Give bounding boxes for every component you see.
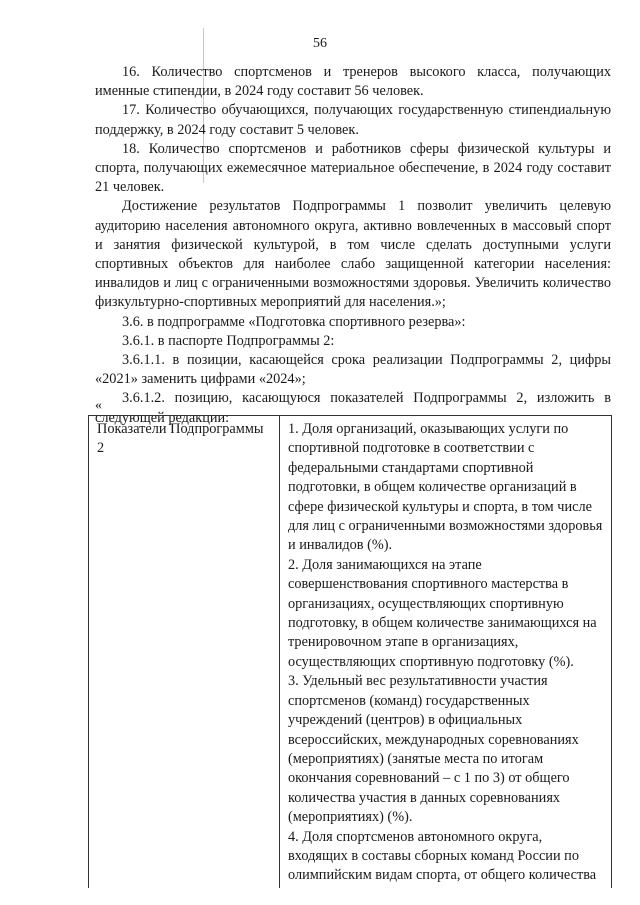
paragraph-results: Достижение результатов Подпрограммы 1 позволит увеличить целевую аудиторию населения автономного округа, активно вовлеченных в массовый спорт и занятия физической культурой, в том числе сделать доступными услуги спортивных объектов для наиболее слабо защищенной категории населения: инвалидов и лиц с ограниченными возможностями здоровья. Увеличить количество физкультурно-спортивных мероприятий для населения.»; — [95, 198, 611, 311]
paragraph-3-6-1: 3.6.1. в паспорте Подпрограммы 2: — [122, 332, 335, 349]
paragraph-item-16: 16. Количество спортсменов и тренеров высокого класса, получающих именные стипендии, в 2024 году составит 56 человек. — [95, 64, 611, 100]
opening-quote-mark: « — [95, 398, 102, 413]
page-number: 56 — [313, 36, 327, 51]
indicator-item-4: 4. Доля спортсменов автономного округа, входящих в составы сборных команд России по олимпийским видам спорта, от общего количества — [288, 828, 597, 884]
paragraph-item-17: 17. Количество обучающихся, получающих государственную стипендиальную поддержку, в 2024 году составит 5 человек. — [95, 102, 611, 138]
indicator-content-cell — [280, 416, 612, 888]
body-text — [95, 63, 611, 428]
table-row — [89, 416, 612, 888]
indicator-item-1: 1. Доля организаций, оказывающих услуги по спортивной подготовке в соответствии с федеральными стандартами спортивной подготовки, в общем количестве организаций в сфере физической культуры и спорта, в том числе для лиц с ограниченными возможностями здоровья и инвалидов (%). — [288, 421, 603, 554]
paragraph-3-6-1-1: 3.6.1.1. в позиции, касающейся срока реализации Подпрограммы 2, цифры «2021» заменить цифрами «2024»; — [95, 352, 611, 388]
paragraph-item-18: 18. Количество спортсменов и работников сферы физической культуры и спорта, получающих ежемесячное материальное обеспечение, в 2024 году составит 21 человек. — [95, 140, 611, 196]
paragraph-3-6-1-2: 3.6.1.2. позицию, касающуюся показателей Подпрограммы 2, изложить в следующей редакции: — [95, 390, 611, 426]
indicator-item-2: 2. Доля занимающихся на этапе совершенствования спортивного мастерства в организациях, осуществляющих спортивную подготовку, в общем количестве занимающихся на тренировочном этапе в организациях, осуществляющих спортивную подготовку (%). — [288, 556, 597, 670]
paragraph-3-6: 3.6. в подпрограмме «Подготовка спортивного резерва»: — [122, 313, 466, 330]
indicators-table — [88, 415, 612, 888]
indicator-item-3: 3. Удельный вес результативности участия спортсменов (команд) государственных учреждений (центров) в официальных всероссийских, международных соревнованиях (мероприятиях) (занятые места по итогам окончания соревнований – с 1 по 3) от общего количества участия в данных соревнованиях (мероприятиях) (%). — [288, 673, 579, 826]
indicator-label-cell: Показатели Подпрограммы 2 — [89, 416, 280, 888]
